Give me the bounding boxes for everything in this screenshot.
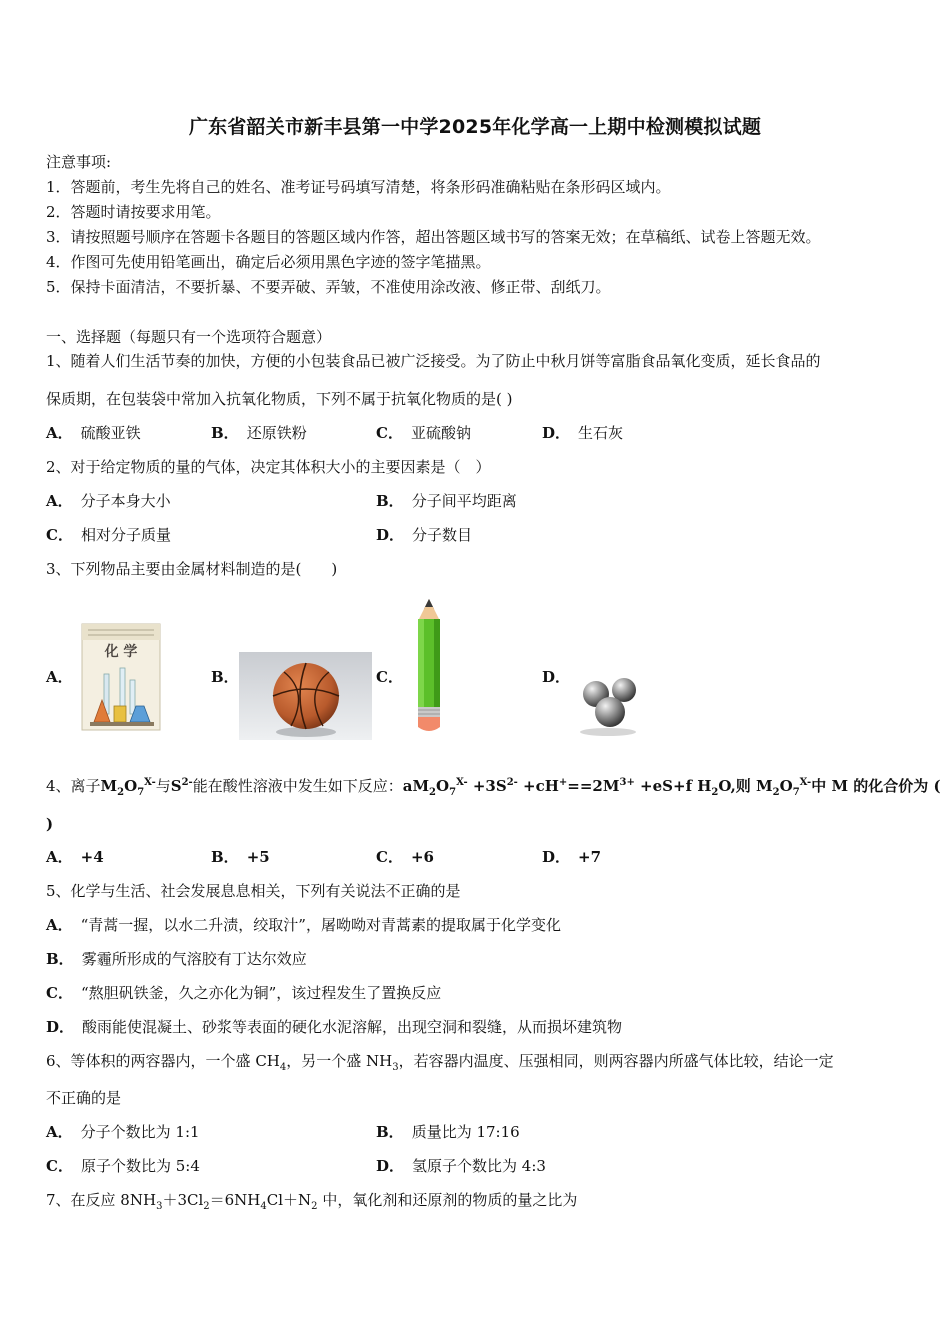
q3-option-a[interactable]: A． [46, 668, 73, 686]
q4-option-b[interactable]: B． +5 [211, 848, 270, 866]
question-6-stem: 6、等体积的两容器内，一个盛 $CH_4$，另一个盛 $NH_3$，若容器内温度、压强相同，则两容器内所盛气体比较，结论一定 [46, 1052, 834, 1073]
question-3-stem: 3、下列物品主要由金属材料制造的是( ) [46, 560, 338, 578]
q4-option-a[interactable]: A． +4 [46, 848, 104, 866]
q3-option-c[interactable]: C． [376, 668, 403, 686]
question-2-stem: 2、对于给定物质的量的气体，决定其体积大小的主要因素是（ ） [46, 458, 491, 476]
q2-option-d[interactable]: D． 分子数目 [376, 526, 473, 544]
question-1-stem: 1、随着人们生活节奏的加快，方便的小包装食品已被广泛接受。为了防止中秋月饼等富脂食品氧化变质，延长食品的 [46, 352, 821, 370]
question-5-stem: 5、化学与生活、社会发展息息相关，下列有关说法不正确的是 [46, 882, 461, 900]
q2-option-c[interactable]: C． 相对分子质量 [46, 526, 171, 544]
q1-option-d[interactable]: D． 生石灰 [542, 424, 624, 442]
q4-option-d[interactable]: D． +7 [542, 848, 602, 866]
metal-balls-image [574, 672, 642, 738]
question-6-stem-continued: 不正确的是 [46, 1089, 122, 1107]
notice-item: 1．答题前，考生先将自己的姓名、准考证号码填写清楚，将条形码准确粘贴在条形码区域内。 [46, 178, 671, 196]
q3-option-b[interactable]: B． [211, 668, 239, 686]
question-7-stem: 7、在反应 $8NH_3+3Cl_2=6NH_4Cl+N_2$ 中，氧化剂和还原剂的物质的量之比为 [46, 1191, 578, 1212]
q2-option-a[interactable]: A． 分子本身大小 [46, 492, 171, 510]
q6-option-b[interactable]: B． 质量比为 17:16 [376, 1123, 520, 1141]
notice-heading: 注意事项: [46, 153, 112, 171]
notice-item: 4．作图可先使用铅笔画出，确定后必须用黑色字迹的签字笔描黑。 [46, 253, 491, 271]
q5-option-c[interactable]: C． “熬胆矾铁釜，久之亦化为铜”，该过程发生了置换反应 [46, 984, 442, 1002]
basketball-image [239, 652, 372, 740]
book-title-text: 化 学 [104, 644, 138, 660]
q5-option-d[interactable]: D． 酸雨能使混凝土、砂浆等表面的硬化水泥溶解，出现空洞和裂缝，从而损坏建筑物 [46, 1018, 623, 1036]
q1-option-b[interactable]: B． 还原铁粉 [211, 424, 307, 442]
q6-option-c[interactable]: C． 原子个数比为 5:4 [46, 1157, 200, 1175]
q6-option-d[interactable]: D． 氢原子个数比为 4:3 [376, 1157, 546, 1175]
q1-option-c[interactable]: C． 亚硫酸钠 [376, 424, 471, 442]
notice-item: 5．保持卡面清洁，不要折暴、不要弄破、弄皱，不准使用涂改液、修正带、刮纸刀。 [46, 278, 611, 296]
q6-option-a[interactable]: A． 分子个数比为 1:1 [46, 1123, 200, 1141]
q4-option-c[interactable]: C． +6 [376, 848, 434, 866]
q2-option-b[interactable]: B． 分子间平均距离 [376, 492, 517, 510]
notice-item: 2．答题时请按要求用笔。 [46, 203, 221, 221]
q1-option-a[interactable]: A． 硫酸亚铁 [46, 424, 141, 442]
q5-option-b[interactable]: B． 雾霾所形成的气溶胶有丁达尔效应 [46, 950, 307, 968]
notice-item: 3．请按照题号顺序在答题卡各题目的答题区域内作答，超出答题区域书写的答案无效；在草稿纸、试卷上答题无效。 [46, 228, 821, 246]
question-4-stem: 4、离子$M_2O_7^{X-}$与$S^{2-}$能在酸性溶液中发生如下反应：$aM_2O_7^{X-} +3S^{2-} +cH^+==2M^{3+} +eS+f$ $H_2O$,则 $M_2O_7^{X-}$中 M 的化合价为 ( [46, 777, 941, 798]
question-1-stem-continued: 保质期，在包装袋中常加入抗氧化物质，下列不属于抗氧化物质的是( ) [46, 390, 513, 408]
page-title: 广东省韶关市新丰县第一中学2025年化学高一上期中检测模拟试题 [188, 116, 762, 138]
q3-option-d[interactable]: D． [542, 668, 571, 686]
q5-option-a[interactable]: A． “青蒿一握，以水二升渍，绞取汁”，屠呦呦对青蒿素的提取属于化学变化 [46, 916, 561, 934]
chemistry-book-image [80, 622, 162, 732]
pencil-image [410, 597, 448, 737]
section-heading: 一、选择题（每题只有一个选项符合题意） [46, 328, 332, 346]
question-4-stem-continued: ) [46, 815, 54, 833]
